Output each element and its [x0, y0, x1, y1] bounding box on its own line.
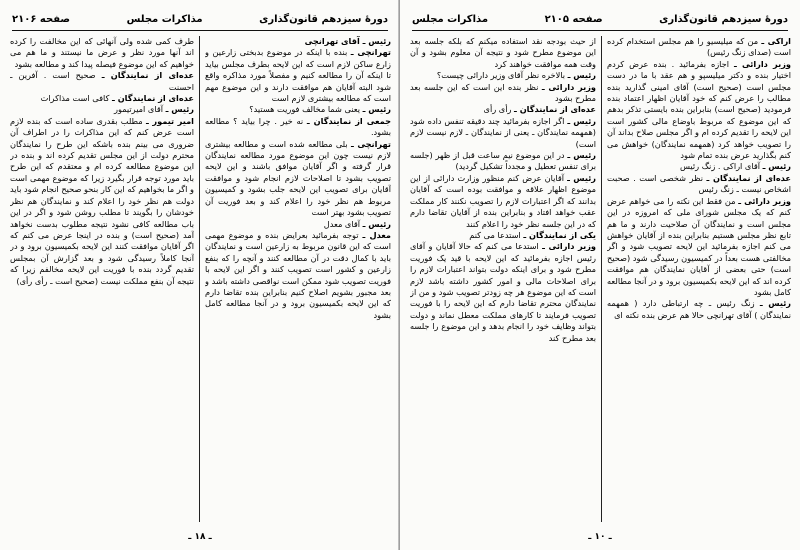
transcript-paragraph	[410, 104, 596, 115]
transcript-paragraph	[410, 70, 596, 81]
right-page-right-column	[607, 36, 791, 518]
transcript-paragraph	[410, 241, 596, 344]
speech-text: نظر بنده این است که این جلسه بعد مطرح بشود	[410, 81, 596, 104]
speech-text: بالاخره نظر آقای وزیر دارائی چیست؟	[436, 70, 566, 81]
speaker-name: رئیس ـ آقای تهرانچی	[304, 36, 391, 46]
speaker-name: تهرانچی ـ	[350, 47, 391, 58]
transcript-paragraph	[205, 116, 391, 139]
transcript-paragraph	[607, 161, 791, 172]
speaker-name: رئیس ـ	[567, 150, 596, 161]
right-page-left-column	[410, 36, 596, 518]
right-page-column-rule	[601, 36, 602, 522]
speaker-name: جمعی از نمایندگان ـ	[306, 115, 391, 126]
speaker-name: رئیس ـ	[362, 218, 391, 229]
left-page-right-column	[205, 36, 391, 518]
speaker-name: امیر تیمور ـ	[145, 115, 194, 126]
speech-text: من که میلیسیو را هم مجلس استخدام کرده است (صدای زنگ رئیس)	[607, 36, 791, 58]
speech-text: کافی است مذاکرات	[40, 93, 110, 104]
speech-text: من فقط این نکته را می خواهم عرض کنم که یک مجلس شورای ملی که امروزه در این مجلس است و نمایندگان آن صلاحیت دارند و ما هم تابع نظر مجلس هستیم بنابراین بنده از آقایان خواهش می کنم اجازه بفرمائید این لایحه تصویب شود و اگر مخالفتی هست بعداً در کمیسیون رسیدگی شود (صحیح است) حتی بعضی از آقایان نمایندگان هم موافقت کرده اند که این لایحه بکمیسیون برود و در آنجا مطالعه کامل بشود	[607, 195, 791, 297]
transcript-paragraph	[10, 70, 194, 93]
speaker-name: رئیس ـ	[762, 161, 791, 172]
speaker-name: رئیس ـ	[165, 104, 194, 115]
transcript-paragraph	[410, 36, 596, 70]
transcript-paragraph	[10, 104, 194, 115]
speaker-name: وزیر دارائی ـ	[733, 58, 791, 69]
right-header-title: مذاکرات مجلس	[412, 13, 489, 25]
transcript-paragraph	[10, 93, 194, 104]
speaker-name: معدل ـ	[362, 229, 391, 240]
speaker-name: رئیس ـ	[567, 115, 596, 126]
speech-text: نه خیر . چرا بیاید ؟ مطالعه بشود.	[205, 115, 391, 138]
speaker-name: اراکی ـ	[761, 36, 791, 46]
transcript-paragraph	[410, 150, 596, 173]
transcript-paragraph	[607, 173, 791, 196]
transcript-paragraph	[205, 139, 391, 219]
speaker-name: وزیر دارائی ـ	[738, 195, 791, 206]
speech-text: نظر شخصی است . صحبت اشخاص نیست ـ زنگ رئیس	[607, 172, 791, 195]
transcript-paragraph	[10, 36, 194, 70]
right-header-page-label: صفحه ۲۱۰۵	[544, 13, 603, 25]
speech-text: بنده با اینکه در موضوع بدبختی زارعین و زارع ساکن لازم است که این لایحه بطرف مجلس بیاید تا اینکه آن را مطالعه کنیم و مفصلاً مورد مذاکره واقع شود البته آقایان هم موافقت دارند و این موضوع مهم است که مطالعه بیشتری لازم است	[205, 47, 391, 104]
speaker-name: عده‌ای از نمایندگان ـ	[112, 93, 194, 104]
speech-text: طرف کمی شده ولی آنهائی که این مخالفت را کرده اند آنها مورد نظر و عرض ما نیستند و ما هم می خواهیم که این موضوع فیصله پیدا کند و مطالعه بشود	[10, 36, 194, 69]
speech-text: صحیح است . آفرین ـ احسنت	[10, 70, 194, 92]
left-header-session: دورهٔ سیزدهم قانون‌گذاری	[259, 13, 388, 25]
speaker-name: رئیس ـ	[567, 70, 596, 81]
transcript-paragraph	[10, 116, 194, 287]
transcript-paragraph	[205, 104, 391, 115]
transcript-paragraph	[410, 230, 596, 241]
speech-text: اجازه بفرمائید . بنده عرض کردم اختیار بنده و دکتر میلیسپو و هم عقد با ما در دست مجلس است (صحیح است) آقای امینی گذارید بنده مطالب را عرض کنم که خود آقایان اظهار اعتماد بنده فرمودید (صحیح است) بنابراین بنده بایستی تذکر بدهم که این موضوع که مربوط باوضاع مالی کشور است این لایحه را تقدیم کرده ام و اگر مجلس صلاح بداند آن را تصویب خواهد کرد (همهمه نمایندگان) خواهش می کنم بگذارید عرض بنده تمام شود	[607, 58, 791, 161]
transcript-paragraph	[205, 219, 391, 230]
transcript-paragraph	[205, 47, 391, 104]
right-page-footer: ـ ۱۰ ـ	[588, 532, 612, 542]
speaker-name: رئیس ـ	[567, 172, 596, 183]
speaker-name: عده‌ای از نمایندگان ـ	[706, 172, 791, 183]
speech-text: یعنی شما مخالف فوریت هستید؟	[249, 104, 361, 115]
speech-text: اگر اجازه بفرمائید چند دقیقه تنفس داده شود (همهمه نمایندگان ـ یعنی از نمایندگان ـ لازم نیست لازم است)	[410, 115, 596, 149]
transcript-paragraph	[205, 36, 391, 47]
left-header-title: مذاکرات مجلس	[126, 13, 203, 25]
transcript-paragraph	[607, 36, 791, 59]
transcript-paragraph	[607, 59, 791, 162]
speaker-name: یکی از نمایندگان ـ	[523, 229, 596, 240]
speaker-name: عده‌ای از نمایندگان ـ	[101, 70, 194, 81]
speaker-name: رئیس ـ	[759, 298, 791, 309]
speech-text: از حیث بودجه نقد استفاده میکنم که بلکه جلسه بعد این موضوع مطرح شود و نتیجه آن معلوم بشود و آن وقت همه موافقت خواهند کرد	[410, 36, 596, 69]
right-header-session: دورهٔ سیزدهم قانون‌گذاری	[659, 13, 788, 25]
speech-text: در این موضوع نیم ساعت قبل از ظهر (جلسه برای تنفس تعطیل و مجدداً تشکیل گردید)	[410, 150, 596, 172]
speaker-name: رئیس ـ	[362, 104, 391, 115]
transcript-paragraph	[410, 82, 596, 105]
transcript-paragraph	[410, 173, 596, 230]
right-page-header	[412, 10, 788, 31]
left-page-left-column	[10, 36, 194, 518]
transcript-paragraph	[410, 116, 596, 150]
speech-text: توجه بفرمائید بعرایض بنده و موضوع مهمی است که این قانون مربوط به زارعین است و نمایندگان باید با کمال دقت در آن مطالعه کنند و آنچه را که بنفع زارعین و کشور است تصویب کنند و اگر این لایحه با فوریت تصویب شود ممکن است نواقصی داشته باشد و بعد مجبور بشویم اصلاح کنیم بنابراین بنده تقاضا دارم که این لایحه بکمیسیون برود و در آنجا مطالعه کامل بشود	[205, 229, 391, 320]
speaker-name: وزیر دارائی ـ	[541, 81, 596, 92]
speaker-name: عده‌ای از نمایندگان ـ	[514, 104, 596, 115]
speech-text: آقایان عرض کنم منظور وزارت دارائی از این موضوع اظهار علاقه و موافقت بوده است که آقایان بدانند که اگر اعتبارات لازم را تصویب نکنند کار مملکت عقب خواهد افتاد و بنابراین بنده از آقایان تقاضا دارم که در این جلسه نظر خود را اعلام کنند	[410, 172, 596, 229]
transcript-paragraph	[607, 196, 791, 299]
transcript-paragraph	[607, 298, 791, 321]
transcript-paragraph	[205, 230, 391, 321]
speech-text: بلی مطالعه شده است و مطالعه بیشتری لازم نیست چون این موضوع مورد مطالعه نمایندگان قرار گرفته و اگر آقایان موافق باشند و این لایحه تصویب بشود تا اصلاحات لازم انجام شود و موافقت آقایان برای تصویب این لایحه جلب بشود و کمیسیون مربوط هم نظر خود را اعلام کند و بعد فوریت آن تصویب بشود بهتر است	[205, 138, 391, 218]
speech-text: آقای امیرتیمور	[114, 104, 164, 115]
speech-text: مطلب بقدری ساده است که بنده لازم است عرض کنم که این مذاکرات را در اطراف آن ضروری می بینم بنده باشکه این طرح را نمایندگان محترم دولت از این مجلس تقدیم کرده اند و بنده در این موضوع مطالعه کرده ام و معتقدم که این طرح باید مورد توجه قرار بگیرد زیرا که موضوع مهمی است و اگر ما بخواهیم که این کار بنحو صحیح انجام شود باید دولت هم نظر خود را اعلام کند و نمایندگان هم نظر خودشان را بگویند تا مطلب روشن شود و اگر در این باب مطالعه کافی نشود نتیجه مطلوب بدست نخواهد آمد (صحیح است) و بنده در اینجا عرض می کنم که اگر آقایان موافقت کنند این لایحه بکمیسیون برود و در آنجا کاملاً رسیدگی شود و بعد گزارش آن بمجلس تقدیم گردد بنده با فوریت این لایحه مخالفم زیرا که نتیجه آن بنفع مملکت نیست (صحیح است ـ رأی رأی)	[10, 115, 194, 286]
left-page-column-rule	[199, 36, 200, 522]
left-page-footer: ـ ۱۸ ـ	[188, 532, 212, 542]
right-page	[400, 0, 800, 550]
speech-text: استدعا می کنم	[469, 229, 521, 240]
speech-text: استدعا می کنم که حالا آقایان و آقای رئیس اجازه بفرمائید که این لایحه با قید یک فوریت مطرح شود و برای اینکه دولت بتواند اعتبارات لازم را برای اصلاحات مالی و امور کشور داشته باشد لازم است که این موضوع هر چه زودتر تصویب شود و من از نمایندگان محترم تقاضا دارم که این لایحه را با فوریت تصویب فرمایند تا کارهای مملکت معطل نماند و دولت بتواند وظایف خود را انجام بدهد و این موضوع را جلسه بعد مطرح کند	[410, 241, 596, 343]
speech-text: رأی رأی	[483, 104, 512, 115]
speech-text: آقای معدل	[323, 218, 361, 229]
left-header-page-label: صفحه ۲۱۰۶	[12, 13, 71, 25]
speech-text: آقای اراکی . زنگ رئیس	[679, 161, 761, 172]
speaker-name: تهرانچی ـ	[350, 138, 391, 149]
speech-text: زنگ رئیس ـ چه ارتباطی دارد ( همهمه نمایندگان ) آقای تهرانچی حالا هم عرض بنده نکته ای	[607, 298, 791, 320]
left-page-header	[12, 10, 388, 31]
speaker-name: وزیر دارائی ـ	[542, 241, 596, 252]
